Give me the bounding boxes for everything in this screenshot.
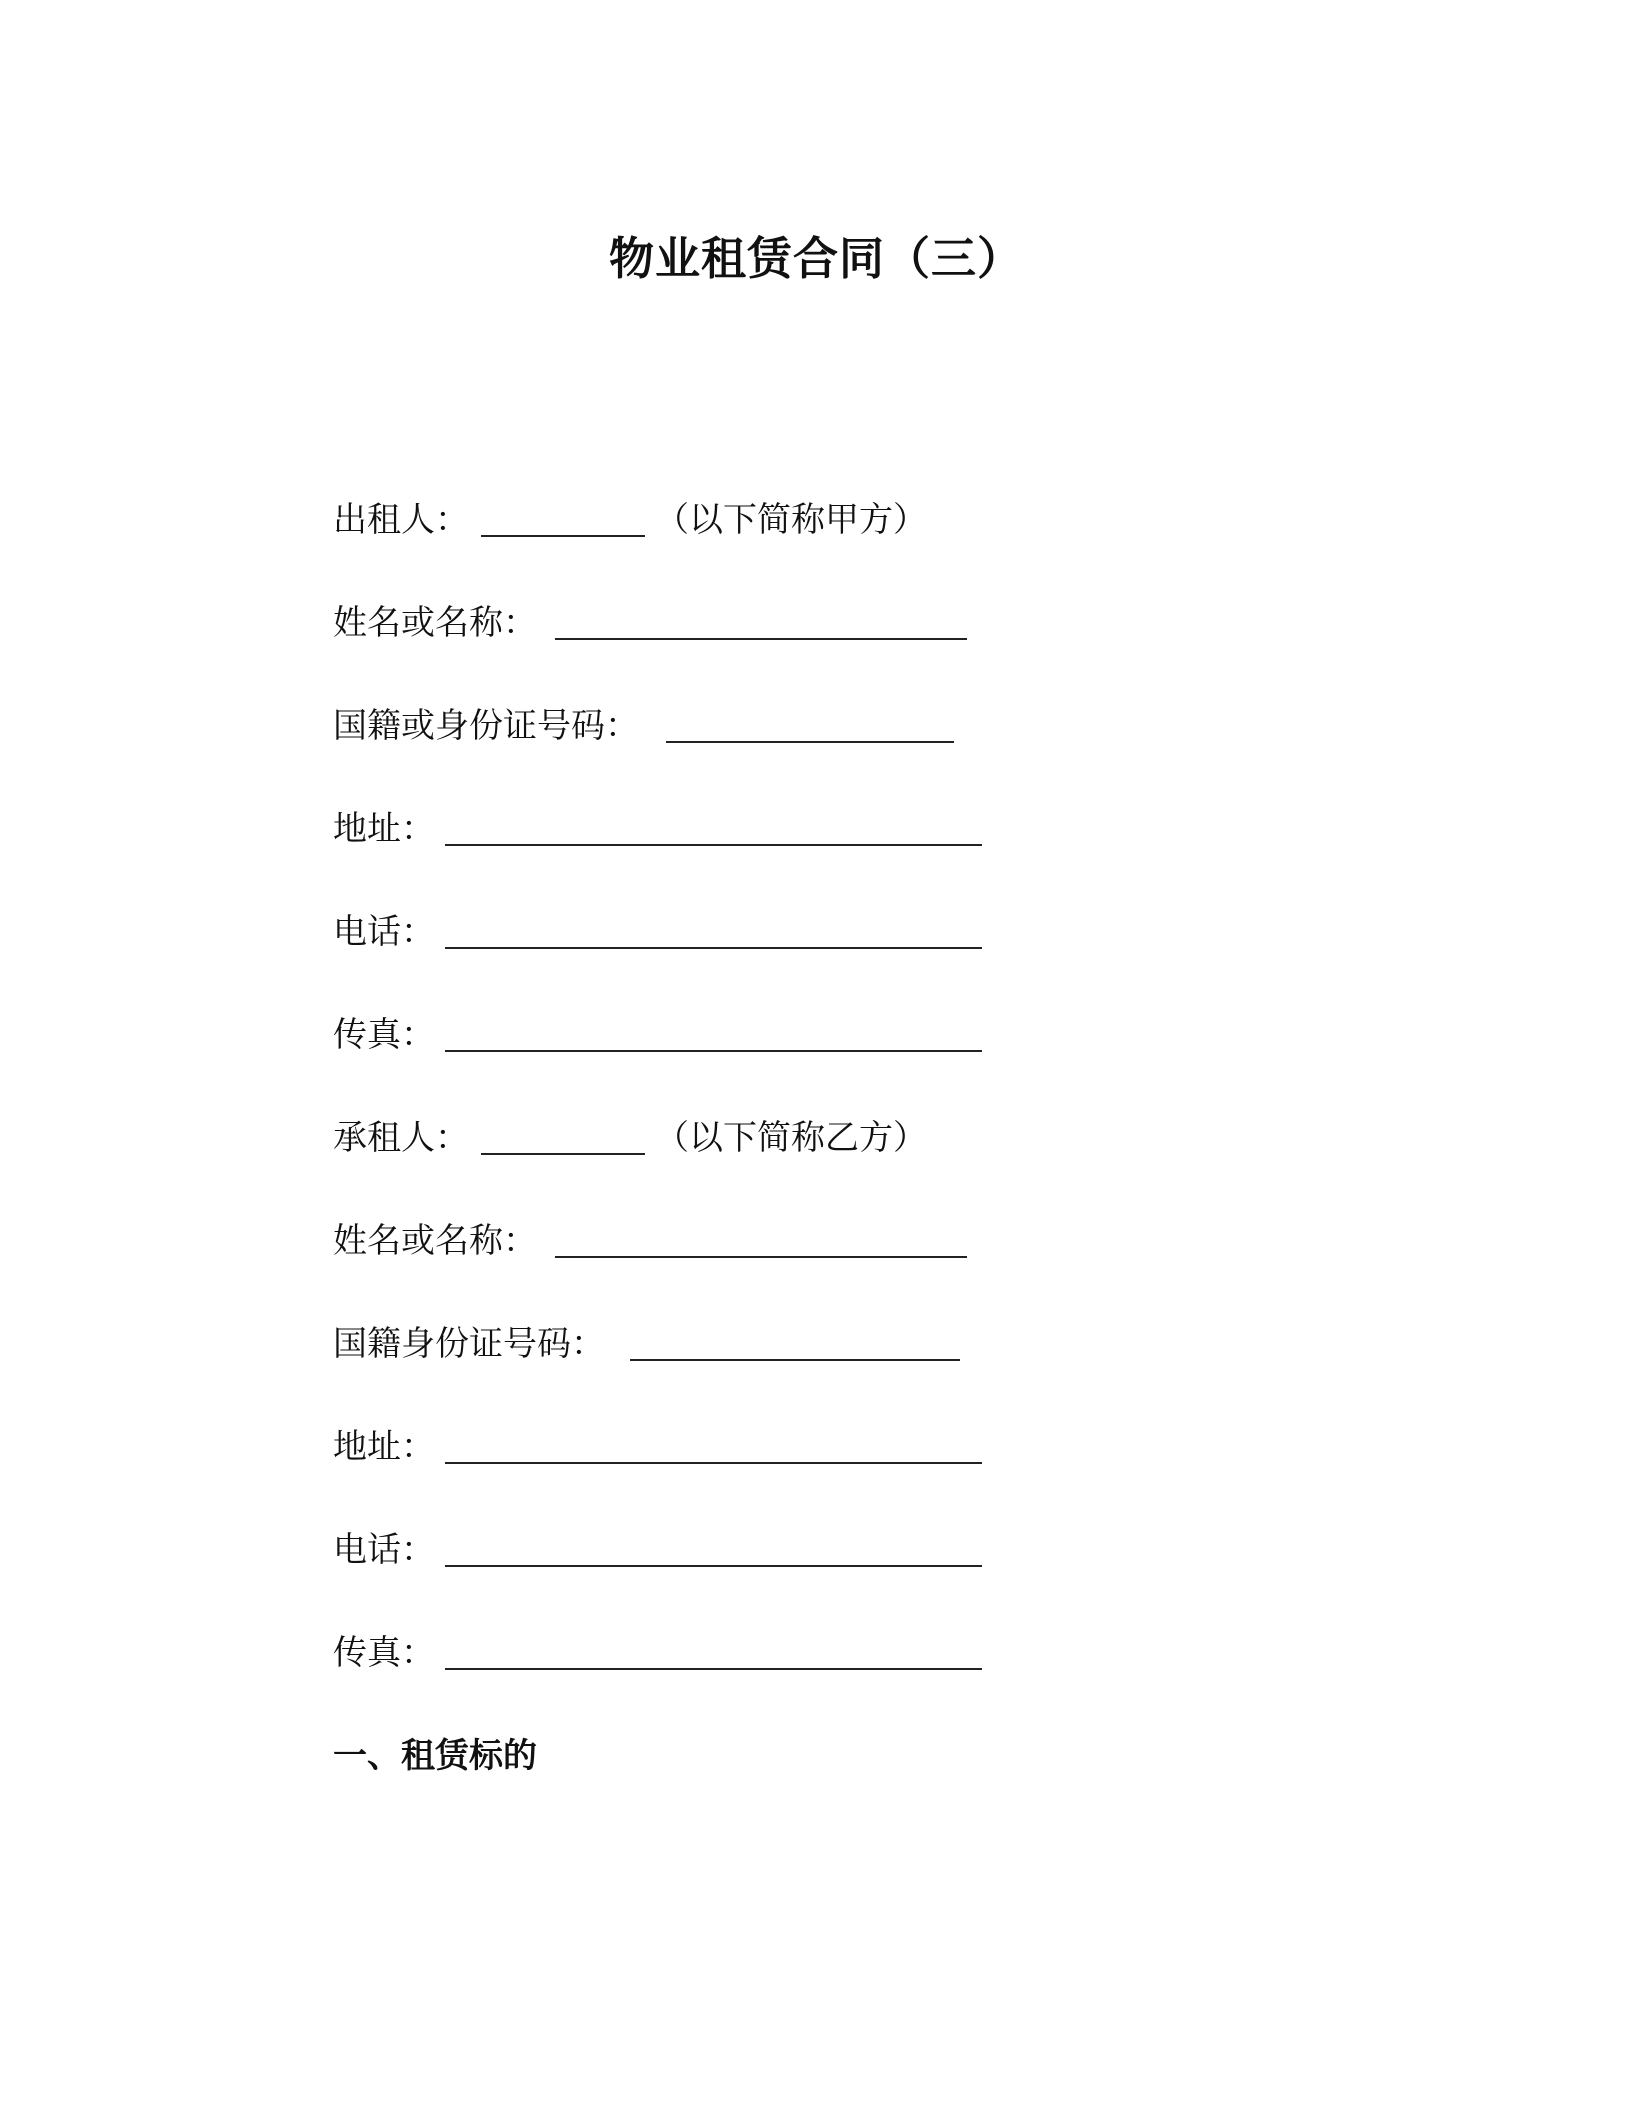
- lessee-role-line: [333, 1112, 927, 1164]
- lessor-role-label: 出租人：: [333, 500, 469, 540]
- lessor-id-label: 国籍或身份证号码：: [333, 706, 639, 746]
- lessor-fax-label: 传真：: [333, 1015, 435, 1055]
- lessor-role-suffix: （以下简称甲方）: [655, 500, 927, 540]
- lessee-role-label: 承租人：: [333, 1118, 469, 1158]
- lessor-phone-label: 电话：: [333, 912, 435, 952]
- lessor-phone-line: [333, 906, 435, 958]
- lessor-address-label: 地址：: [333, 809, 435, 849]
- lessee-phone-label: 电话：: [333, 1530, 435, 1570]
- lessor-fax-line: [333, 1009, 435, 1061]
- lessor-name-line: [333, 597, 537, 649]
- lessor-phone-blank[interactable]: [445, 947, 982, 949]
- lessee-address-line: [333, 1421, 435, 1473]
- lessee-name-label: 姓名或名称：: [333, 1221, 537, 1261]
- lessee-id-label: 国籍身份证号码：: [333, 1324, 605, 1364]
- lessee-fax-line: [333, 1627, 435, 1679]
- section-1-heading: 一、租赁标的: [333, 1736, 537, 1776]
- document-title: 物业租赁合同（三）: [608, 232, 1023, 285]
- lessee-id-blank[interactable]: [630, 1359, 960, 1361]
- lessee-fax-label: 传真：: [333, 1633, 435, 1673]
- lessee-address-label: 地址：: [333, 1427, 435, 1467]
- lessor-name-blank[interactable]: [555, 638, 967, 640]
- lessor-id-blank[interactable]: [666, 741, 954, 743]
- lessor-fax-blank[interactable]: [445, 1050, 982, 1052]
- lessor-name-label: 姓名或名称：: [333, 603, 537, 643]
- lessee-role-suffix: （以下简称乙方）: [655, 1118, 927, 1158]
- lessor-role-blank[interactable]: [481, 535, 645, 537]
- lessor-address-line: [333, 803, 435, 855]
- lessor-address-blank[interactable]: [445, 844, 982, 846]
- lessee-fax-blank[interactable]: [445, 1668, 982, 1670]
- lessee-id-line: [333, 1318, 605, 1370]
- lessor-role-line: [333, 494, 927, 546]
- lessor-id-line: [333, 700, 639, 752]
- lessee-name-blank[interactable]: [555, 1256, 967, 1258]
- lessee-name-line: [333, 1215, 537, 1267]
- lessee-role-blank[interactable]: [481, 1153, 645, 1155]
- lessee-phone-blank[interactable]: [445, 1565, 982, 1567]
- lessee-phone-line: [333, 1524, 435, 1576]
- lessee-address-blank[interactable]: [445, 1462, 982, 1464]
